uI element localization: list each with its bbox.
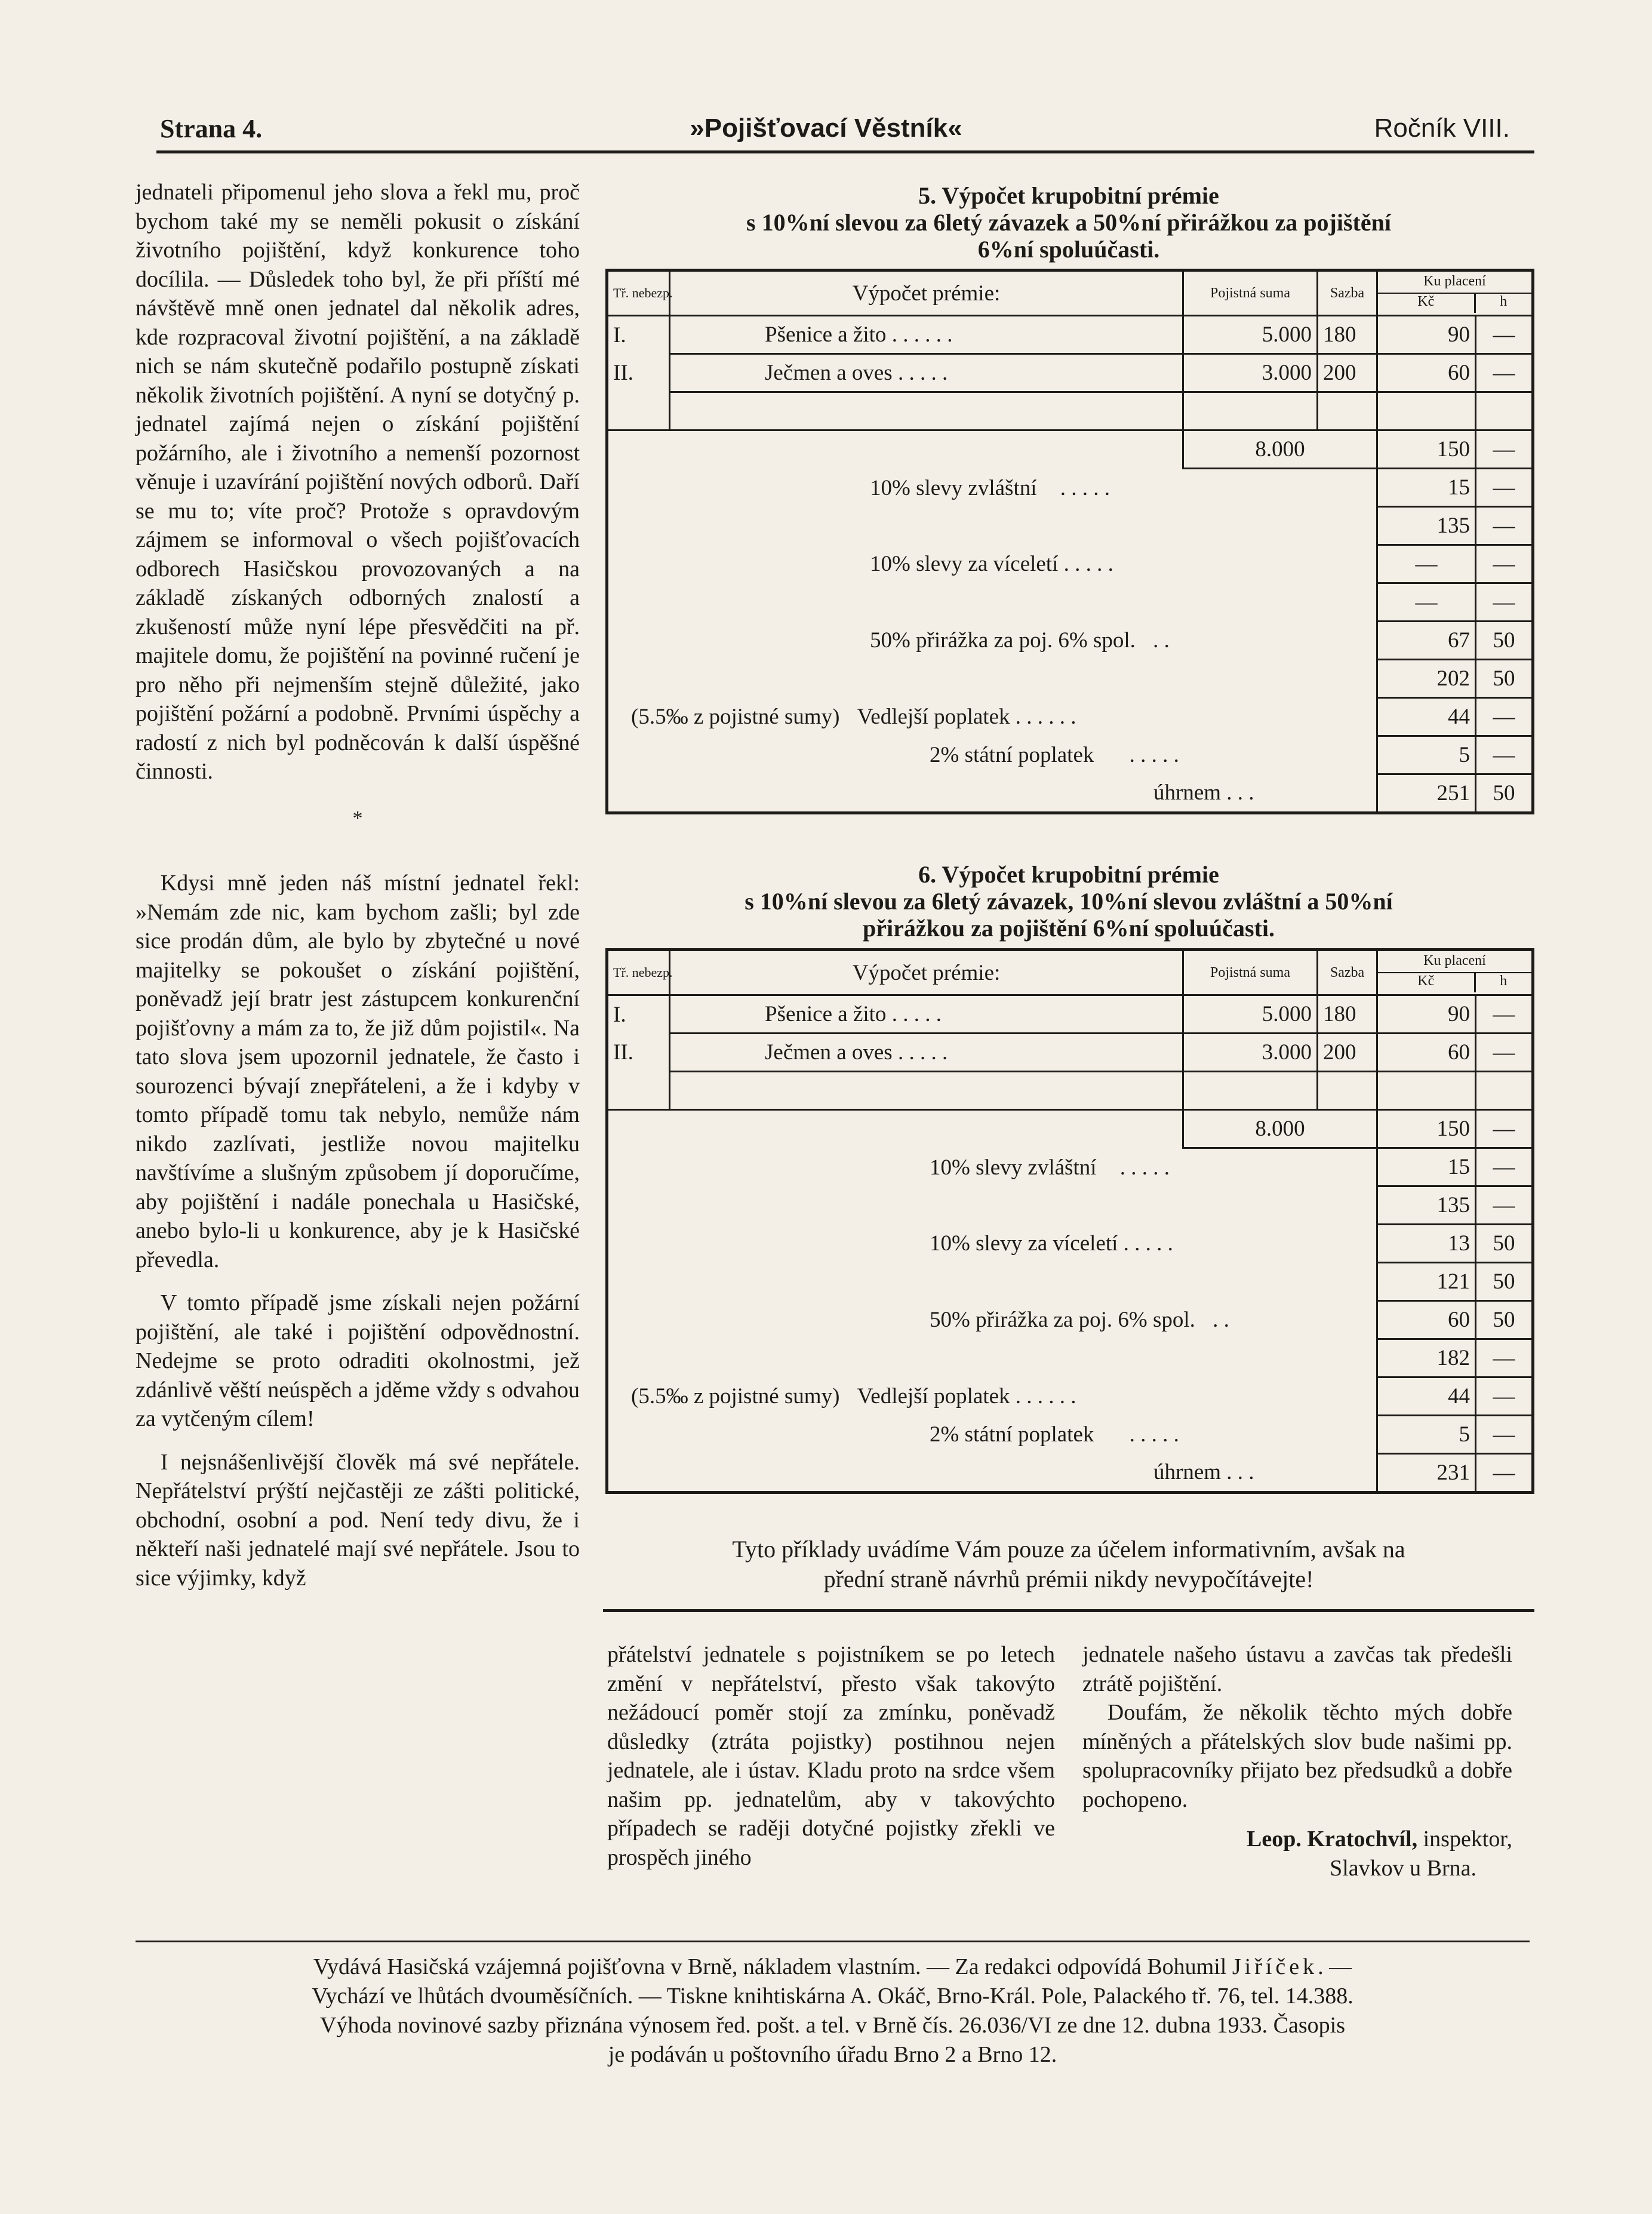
h-cell: — [1476, 354, 1533, 392]
header-pay-label: Ku placení [1378, 953, 1531, 973]
table-row [607, 354, 1533, 392]
kc-cell: 44 [1377, 1377, 1476, 1416]
leader-dots: . . . . . [1060, 475, 1110, 500]
volume-label: Ročník VIII. [1374, 113, 1510, 143]
rate-cell: 200 [1318, 354, 1377, 392]
kc-cell: 135 [1377, 1186, 1476, 1225]
page-number: Strana 4. [160, 114, 263, 143]
class-cell: II. [607, 1034, 670, 1072]
table6-title-line1: 6. Výpočet krupobitní prémie [918, 861, 1219, 888]
calc-row [607, 1225, 1533, 1263]
h-cell: — [1476, 430, 1533, 469]
leader-dots: . . . [1226, 1460, 1254, 1485]
leader-dots: . . . . . [1119, 1155, 1170, 1180]
total-sum-cell: 8.000 [1183, 1110, 1377, 1148]
imprint-text: . — [1318, 1954, 1352, 1979]
header-rule [156, 150, 1534, 153]
calc-label-cell [607, 698, 1377, 736]
calc-label-cell [607, 1377, 1377, 1416]
header-calc: Výpočet prémie: [670, 950, 1183, 995]
rate-cell: 180 [1318, 995, 1377, 1034]
calc-row [607, 1377, 1533, 1416]
right-column [1082, 1640, 1512, 1883]
calc-label: úhrnem [1153, 780, 1222, 805]
h-cell: — [1476, 698, 1533, 736]
header-class: Tř. nebezp. [607, 270, 670, 316]
paragraph: I nejsnášenlivější člověk má své nepřátele. Nepřátelství prýští nejčastěji ze zášti politické, obchodní, osobní a pod. Není tedy divu, že i někteří naši jednatelé mají své nepřátele. Jsou to sice výjimky, když [136, 1449, 580, 1591]
calc-row [607, 1263, 1533, 1301]
signature-role: inspektor, [1417, 1826, 1512, 1852]
sum-cell: 5.000 [1183, 995, 1318, 1034]
imprint-line3: Výhoda novinové sazby přiznána výnosem řed. pošt. a tel. v Brně čís. 26.036/VI ze dne 12. dubna 1933. Časopis [319, 2013, 1346, 2038]
header-sum: Pojistná suma [1183, 270, 1318, 316]
calc-label-cell [607, 1148, 1377, 1186]
calc-row [607, 1301, 1533, 1339]
calc-label: 10% slevy za víceletí [930, 1231, 1118, 1256]
class-cell: II. [607, 354, 670, 392]
sum-cell: 3.000 [1183, 1034, 1318, 1072]
header-h: h [1500, 294, 1508, 309]
calc-row [607, 622, 1533, 660]
signature-place: Slavkov u Brna. [1330, 1855, 1476, 1881]
crop-label: Ječmen a oves [765, 1040, 893, 1065]
calc-label-cell [607, 545, 1377, 583]
table-row [607, 1034, 1533, 1072]
total-row [607, 1110, 1533, 1148]
sum-row [607, 1454, 1533, 1493]
calc-label-cell [607, 622, 1377, 660]
calc-label: 10% slevy zvláštní [930, 1155, 1097, 1180]
h-cell: — [1476, 316, 1533, 354]
table6-title [603, 861, 1534, 942]
h-cell: — [1476, 1186, 1533, 1225]
h-cell: — [1476, 545, 1533, 583]
calc-label: 50% přirážka za poj. 6% spol. [930, 1308, 1195, 1332]
paragraph: jednateli připomenul jeho slova a řekl mu, proč bychom také my se neměli pokusit o získání životního pojištění, když konkurence toho docílila. — Důsledek toho byl, že při příští mé návštěvě mně onen jednatel dal několik adres, kde rozpracoval životní pojištění, a na základě nich se nám skutečně podařilo postupně získati několik životních pojištění. A nyní se dotyčný p. jednatel zajímá nejen o získání pojištění požárního, ale i životního a nemenší pozornost věnuje i uzavírání pojištění nových odborů. Daří se mu to; víte proč? Protože s opravdovým zájmem se informoval o všech pojišťovacích odborech Hasičskou provozovaných a na základě získaných odborných znalostí a zkušeností může nyní lépe přesvědčiti na př. majitele domu, že pojištění na povinné ručení je pro něho při nejmenším stejně důležité, jako pojištění požární a podobně. Prvními úspěchy a radostí z nich byl podněcován k další úspěšné činnosti. [136, 180, 580, 784]
table6-title-line2: s 10%ní slevou za 6letý závazek, 10%ní slevou zvláštní a 50%ní [745, 888, 1393, 915]
kc-cell: 182 [1377, 1339, 1476, 1377]
table5-title-line1: 5. Výpočet krupobitní prémie [918, 182, 1219, 209]
header-rate: Sazba [1318, 270, 1377, 316]
h-cell: — [1493, 1460, 1515, 1485]
calc-row [607, 660, 1533, 698]
calc-label-cell [607, 736, 1377, 774]
total-row [607, 430, 1533, 469]
calc-label: Vedlejší poplatek [857, 1384, 1010, 1409]
calc-label: Vedlejší poplatek [857, 705, 1010, 729]
calc-label-cell [607, 469, 1377, 507]
kc-cell: 202 [1377, 660, 1476, 698]
kc-cell: 13 [1377, 1225, 1476, 1263]
leader-dots: . . . [1226, 780, 1254, 805]
calc-label-cell [607, 1225, 1377, 1263]
leader-dots: . . . . . [1129, 743, 1179, 767]
imprint-line2: Vychází ve lhůtách dvouměsíčních. — Tiskne knihtiskárna A. Okáč, Brno-Král. Pole, Palackého tř. 76, tel. 14.388. [312, 1984, 1353, 2009]
table5-title [603, 182, 1534, 263]
header-pay [1377, 270, 1533, 316]
imprint-line4: je podáván u poštovního úřadu Brno 2 a Brno 12. [608, 2042, 1057, 2067]
crop-cell [670, 316, 1183, 354]
kc-cell: 251 [1377, 774, 1476, 813]
calc-label-cell [607, 1454, 1377, 1493]
sum-row [607, 774, 1533, 813]
h-cell: 50 [1476, 1301, 1533, 1339]
header-pay-label: Ku placení [1378, 273, 1531, 294]
rate-cell: 180 [1318, 316, 1377, 354]
kc-cell: — [1377, 545, 1476, 583]
imprint-line1 [136, 1952, 1530, 1982]
header-kc: Kč [1378, 973, 1476, 992]
signature [1082, 1825, 1512, 1854]
calc-label: úhrnem [1153, 1460, 1222, 1485]
h-cell: — [1476, 1148, 1533, 1186]
table-row [607, 1072, 1533, 1110]
h-cell: 50 [1476, 1263, 1533, 1301]
header-sum: Pojistná suma [1183, 950, 1318, 995]
h-cell: — [1476, 736, 1533, 774]
table6-title-line3: přirážkou za pojištění 6%ní spoluúčasti. [862, 915, 1275, 942]
crop-label: Pšenice a žito [765, 322, 887, 347]
leader-dots: . . [1213, 1308, 1229, 1332]
paragraph: přátelství jednatele s pojistníkem se po letech změní v nepřátelství, přesto však takovýto nežádoucí poměr stojí za zmínku, poněvadž důsledky (ztráta pojistky) postihnou nejen jednatele, ale i ústav. Kladu proto na srdce všem našim pp. jednatelům, aby v takovýchto případech se raději dotyčné pojistky zřekli ve prospěch jiného [607, 1642, 1055, 1870]
journal-title: »Pojišťovací Věstník« [690, 113, 962, 143]
calc-row [607, 1148, 1533, 1186]
leader-dots: . . . . . . [1015, 705, 1076, 729]
kc-cell: 5 [1377, 736, 1476, 774]
table5 [605, 269, 1534, 814]
h-cell: 50 [1476, 622, 1533, 660]
calc-row [607, 736, 1533, 774]
leader-dots: . . . . . [891, 1002, 942, 1026]
info-note-line1: Tyto příklady uvádíme Vám pouze za účelem informativním, avšak na [732, 1536, 1405, 1563]
crop-label: Pšenice a žito [765, 1002, 887, 1026]
kc-cell: 90 [1377, 316, 1476, 354]
section-separator: * [352, 807, 363, 829]
table5-title-line3: 6%ní spoluúčasti. [977, 236, 1160, 263]
leader-dots: . . [1153, 628, 1170, 653]
paragraph: Kdysi mně jeden náš místní jednatel řekl: »Nemám zde nic, kam bychom zašli; byl zde sice prodán dům, ale bylo by zbytečné u nové majitelky se pokoušet o získání pojištění, poněvadž její bratr jest zástupcem konkurenční pojišťovny a mám za to, že již dům pojistil«. Na tato slova jsem upozornil jednatele, že často i sourozenci bývají znepřáteleni, a že i kdyby v tomto případě tomu tak nebylo, nemůže nám nikdo zazlívati, jestliže novou majitelku navštívíme a slušným způsobem jí doporučíme, aby pojištění i nadále ponechala u Hasičské, anebo bylo-li u konkurence, aby je k Hasičské převedla. [136, 871, 580, 1272]
paragraph: V tomto případě jsme získali nejen požární pojištění, ale také i pojištění odpovědnostní. Nedejme se proto odraditi okolnostmi, jež zdánlivě věští neúspěch a jděme vždy s odvahou za vytčeným cílem! [136, 1290, 580, 1431]
calc-row [607, 1186, 1533, 1225]
header-pay [1377, 950, 1533, 995]
calc-label-cell [607, 774, 1377, 813]
calc-row [607, 1339, 1533, 1377]
kc-cell: 150 [1377, 1110, 1476, 1148]
leader-dots: . . . . . [897, 1040, 948, 1065]
leader-dots: . . . . . . [1015, 1384, 1076, 1409]
calc-row [607, 1416, 1533, 1454]
sum-cell: 5.000 [1183, 316, 1318, 354]
leader-dots: . . . . . [1123, 1231, 1173, 1256]
kc-cell: 231 [1377, 1454, 1476, 1493]
h-cell: — [1476, 1110, 1533, 1148]
header-h: h [1500, 973, 1508, 989]
calc-row [607, 545, 1533, 583]
rate-cell: 200 [1318, 1034, 1377, 1072]
table6 [605, 948, 1534, 1494]
h-cell: — [1476, 507, 1533, 545]
table-row [607, 392, 1533, 430]
kc-cell: 5 [1377, 1416, 1476, 1454]
left-column [136, 178, 580, 1592]
kc-cell: 150 [1377, 430, 1476, 469]
header-class: Tř. nebezp. [607, 950, 670, 995]
h-cell: — [1476, 995, 1533, 1034]
crop-cell [670, 354, 1183, 392]
calc-row [607, 583, 1533, 622]
imprint [136, 1952, 1530, 2070]
calc-label: 2% státní poplatek [930, 743, 1094, 767]
kc-cell: 15 [1377, 469, 1476, 507]
paragraph: jednatele našeho ústavu a zavčas tak předešli ztrátě pojištění. [1082, 1642, 1512, 1696]
crop-label: Ječmen a oves [765, 361, 893, 385]
footer-rule [136, 1941, 1530, 1942]
header-rate: Sazba [1318, 950, 1377, 995]
h-cell: — [1476, 1339, 1533, 1377]
paragraph: Doufám, že několik těchto mých dobře míněných a přátelských slov bude našimi pp. spolupracovníky přijato bez předsudků a dobře pochopeno. [1082, 1700, 1512, 1812]
kc-cell: 44 [1377, 698, 1476, 736]
class-cell: I. [607, 316, 670, 354]
calc-row [607, 469, 1533, 507]
calc-label-cell [607, 1301, 1377, 1339]
h-cell: 50 [1476, 1225, 1533, 1263]
crop-cell [670, 1034, 1183, 1072]
h-cell: 50 [1476, 660, 1533, 698]
kc-cell: — [1377, 583, 1476, 622]
calc-prefix: (5.5‰ z pojistné sumy) [631, 705, 840, 729]
leader-dots: . . . . . [897, 361, 948, 385]
signature-name: Leop. Kratochvíl, [1247, 1826, 1418, 1852]
calc-label: 10% slevy zvláštní [870, 475, 1037, 500]
table-row [607, 316, 1533, 354]
crop-cell [670, 995, 1183, 1034]
calc-label: 10% slevy za víceletí [870, 552, 1059, 576]
middle-column [607, 1640, 1055, 1872]
calc-label: 2% státní poplatek [930, 1422, 1094, 1447]
kc-cell: 60 [1377, 354, 1476, 392]
header-calc: Výpočet prémie: [670, 270, 1183, 316]
info-note [603, 1535, 1534, 1594]
calc-label: 50% přirážka za poj. 6% spol. [870, 628, 1136, 653]
imprint-text: Vydává Hasičská vzájemná pojišťovna v Brně, nákladem vlastním. — Za redakci odpovídá Bohumil [313, 1954, 1232, 1979]
h-cell: — [1476, 469, 1533, 507]
class-cell: I. [607, 995, 670, 1034]
header-kc: Kč [1378, 294, 1476, 313]
h-cell: — [1476, 1377, 1533, 1416]
calc-row [607, 698, 1533, 736]
calc-prefix: (5.5‰ z pojistné sumy) [631, 1384, 840, 1409]
sum-cell: 3.000 [1183, 354, 1318, 392]
kc-cell: 90 [1377, 995, 1476, 1034]
h-cell: — [1476, 1034, 1533, 1072]
leader-dots: . . . . . [1063, 552, 1113, 576]
leader-dots: . . . . . . [891, 322, 953, 347]
section-rule [603, 1609, 1534, 1612]
h-cell: 50 [1493, 781, 1515, 805]
h-cell: — [1476, 583, 1533, 622]
total-sum-cell: 8.000 [1183, 430, 1377, 469]
kc-cell: 121 [1377, 1263, 1476, 1301]
kc-cell: 67 [1377, 622, 1476, 660]
calc-label-cell [607, 1416, 1377, 1454]
kc-cell: 60 [1377, 1301, 1476, 1339]
info-note-line2: přední straně návrhů prémii nikdy nevypočítávejte! [823, 1566, 1314, 1592]
editor-name: Jiříček [1232, 1954, 1318, 1979]
kc-cell: 60 [1377, 1034, 1476, 1072]
kc-cell: 15 [1377, 1148, 1476, 1186]
table5-title-line2: s 10%ní slevou za 6letý závazek a 50%ní přirážkou za pojištění [746, 209, 1391, 236]
h-cell: — [1476, 1416, 1533, 1454]
calc-row [607, 507, 1533, 545]
kc-cell: 135 [1377, 507, 1476, 545]
table-row [607, 995, 1533, 1034]
leader-dots: . . . . . [1129, 1422, 1179, 1447]
